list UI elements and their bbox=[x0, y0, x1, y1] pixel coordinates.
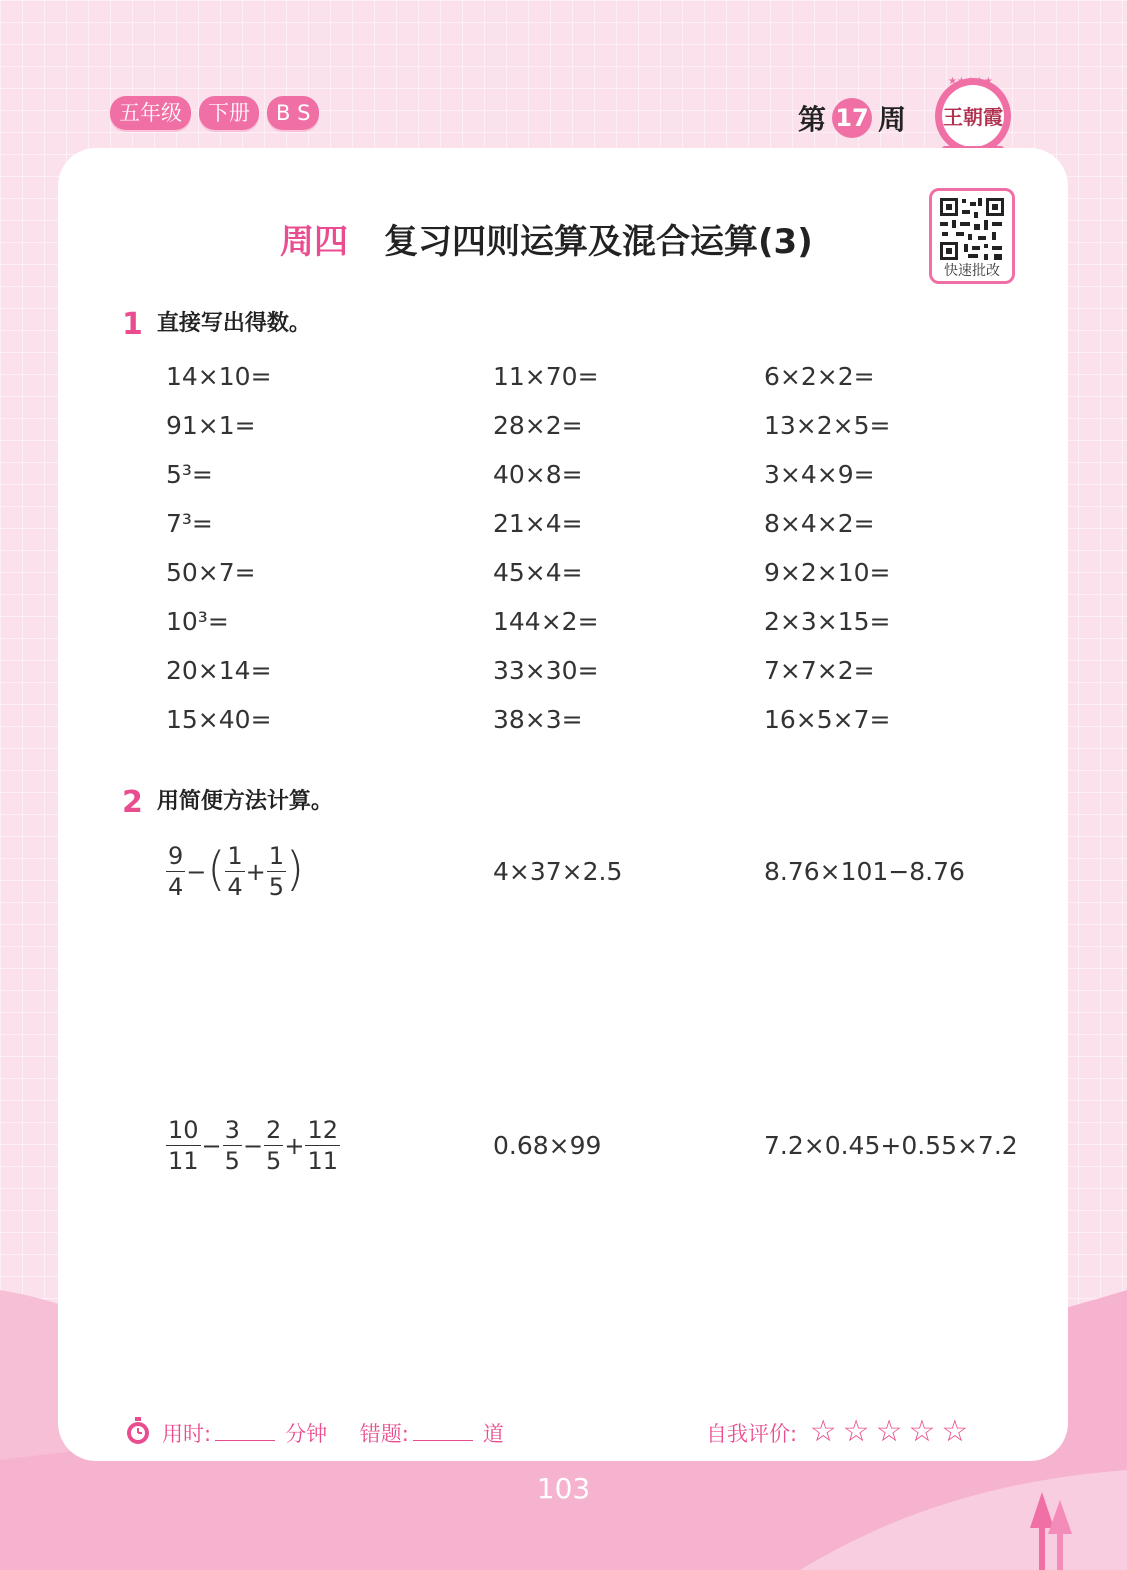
oral-problem: 9×2×10= bbox=[764, 558, 891, 587]
oral-problem: 33×30= bbox=[493, 656, 599, 685]
qr-code-icon bbox=[938, 196, 1006, 262]
errors-blank[interactable] bbox=[413, 1440, 473, 1441]
fraction-problem: $\frac{10}{11}$ − $\frac{3}{5}$ − $\frac{2}{5}$ + $\frac{12}{11}$ bbox=[168, 1116, 338, 1175]
fraction: $\frac{10}{11}$ bbox=[168, 1116, 199, 1175]
oral-problem: 16×5×7= bbox=[764, 705, 891, 734]
oral-problem: 13×2×5= bbox=[764, 411, 891, 440]
oral-problem: 7³= bbox=[166, 509, 213, 538]
fraction: $\frac{9}{4}$ bbox=[168, 842, 184, 901]
oral-problem: 11×70= bbox=[493, 362, 599, 391]
section-instruction: 直接写出得数。 bbox=[156, 311, 311, 336]
oral-problem: 40×8= bbox=[493, 460, 583, 489]
arrow-decoration-icon bbox=[1030, 1492, 1074, 1570]
oral-problem: 20×14= bbox=[166, 656, 272, 685]
fraction: $\frac{12}{11}$ bbox=[307, 1116, 338, 1175]
calc-problem: 4×37×2.5 bbox=[493, 857, 623, 886]
page-title bbox=[280, 214, 813, 263]
title-text: 复习四则运算及混合运算(3) bbox=[384, 222, 813, 262]
oral-problem: 21×4= bbox=[493, 509, 583, 538]
time-record bbox=[162, 1418, 504, 1448]
oral-problem: 45×4= bbox=[493, 558, 583, 587]
errors-unit: 道 bbox=[482, 1422, 504, 1446]
section-instruction: 用简便方法计算。 bbox=[156, 789, 333, 814]
star-icon[interactable]: ☆ bbox=[842, 1414, 870, 1449]
volume-tag: 下册 bbox=[199, 96, 259, 130]
self-evaluation bbox=[706, 1414, 968, 1449]
oral-problem: 28×2= bbox=[493, 411, 583, 440]
grade-tags bbox=[110, 96, 319, 130]
week-prefix: 第 bbox=[798, 103, 827, 136]
oral-problem: 2×3×15= bbox=[764, 607, 891, 636]
oral-problem: 50×7= bbox=[166, 558, 256, 587]
fraction: $\frac{3}{5}$ bbox=[224, 1116, 240, 1175]
calc-problem: 7.2×0.45+0.55×7.2 bbox=[764, 1131, 1018, 1160]
star-icon[interactable]: ☆ bbox=[908, 1414, 936, 1449]
oral-problem: 5³= bbox=[166, 460, 213, 489]
time-label: 用时: bbox=[162, 1422, 212, 1446]
section-2-heading bbox=[122, 784, 333, 820]
calc-problem: 8.76×101−8.76 bbox=[764, 857, 965, 886]
star-icon[interactable]: ☆ bbox=[809, 1414, 837, 1449]
qr-code[interactable] bbox=[929, 188, 1015, 284]
oral-problem: 3×4×9= bbox=[764, 460, 875, 489]
qr-label: 快速批改 bbox=[944, 263, 1000, 279]
page-number: 103 bbox=[536, 1472, 591, 1505]
oral-problem: 8×4×2= bbox=[764, 509, 875, 538]
self-eval-label: 自我评价: bbox=[706, 1422, 798, 1446]
star-icon[interactable]: ☆ bbox=[875, 1414, 903, 1449]
oral-problem: 91×1= bbox=[166, 411, 256, 440]
oral-problem: 6×2×2= bbox=[764, 362, 875, 391]
section-1-heading bbox=[122, 306, 311, 342]
svg-text:王朝霞: 王朝霞 bbox=[943, 105, 1003, 129]
fraction: $\frac{2}{5}$ bbox=[266, 1116, 282, 1175]
fraction: $\frac{1}{4}$ bbox=[227, 842, 243, 901]
oral-problem: 38×3= bbox=[493, 705, 583, 734]
star-icon[interactable]: ☆ bbox=[941, 1414, 969, 1449]
week-indicator bbox=[798, 98, 906, 138]
timer-icon bbox=[124, 1416, 152, 1446]
section-number: 2 bbox=[122, 784, 143, 820]
fraction-problem: $\frac{9}{4}$ −( $\frac{1}{4}$ + $\frac{1}{5}$ ) bbox=[168, 841, 304, 901]
title-day: 周四 bbox=[280, 222, 348, 262]
week-suffix: 周 bbox=[878, 103, 907, 136]
grade-tag: 五年级 bbox=[110, 96, 191, 130]
edition-tag: B S bbox=[267, 96, 319, 130]
fraction: $\frac{1}{5}$ bbox=[268, 842, 285, 901]
section-number: 1 bbox=[122, 306, 143, 342]
time-unit: 分钟 bbox=[285, 1422, 328, 1446]
oral-problem: 144×2= bbox=[493, 607, 599, 636]
errors-label: 错题: bbox=[359, 1422, 409, 1446]
oral-problem: 7×7×2= bbox=[764, 656, 875, 685]
oral-problem: 10³= bbox=[166, 607, 229, 636]
time-blank[interactable] bbox=[215, 1440, 275, 1441]
calc-problem: 0.68×99 bbox=[493, 1131, 602, 1160]
oral-problem: 14×10= bbox=[166, 362, 272, 391]
svg-text:★★★★★: ★★★★★ bbox=[948, 76, 993, 87]
oral-problem: 15×40= bbox=[166, 705, 272, 734]
week-number: 17 bbox=[832, 98, 872, 138]
